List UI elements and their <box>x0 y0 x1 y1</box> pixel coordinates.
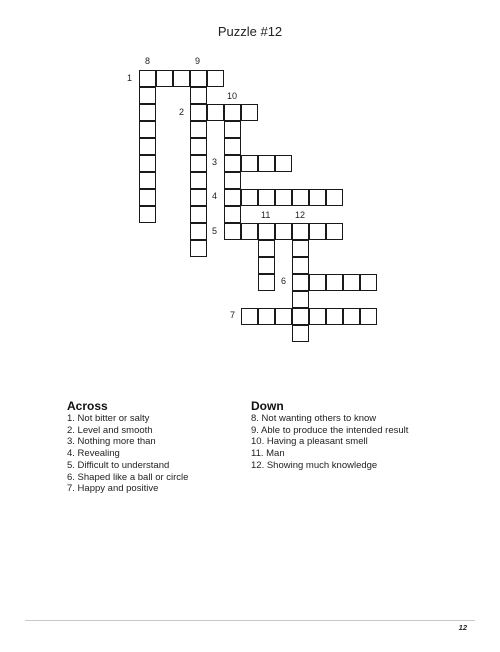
down-clue: 9. Able to produce the intended result <box>251 424 409 436</box>
across-clue-list <box>67 413 188 495</box>
grid-cell[interactable] <box>326 223 343 240</box>
grid-cell[interactable] <box>309 274 326 291</box>
across-clue: 5. Difficult to understand <box>67 459 170 471</box>
grid-cell[interactable] <box>360 274 377 291</box>
grid-cell[interactable] <box>343 274 360 291</box>
grid-cell[interactable] <box>258 223 275 240</box>
grid-cell[interactable] <box>224 206 241 223</box>
down-clue: 11. Man <box>251 448 285 460</box>
grid-cell[interactable] <box>139 87 156 104</box>
down-clue: 12. Showing much knowledge <box>251 459 378 471</box>
clue-number-10: 10 <box>227 91 238 101</box>
grid-cell[interactable] <box>224 104 241 121</box>
grid-cell[interactable] <box>190 138 207 155</box>
grid-cell[interactable] <box>309 189 326 206</box>
grid-cell[interactable] <box>258 308 275 325</box>
footer-divider <box>25 620 475 621</box>
grid-cell[interactable] <box>258 189 275 206</box>
clue-number-8: 8 <box>145 56 151 66</box>
across-clue: 1. Not bitter or salty <box>67 413 150 424</box>
grid-cell[interactable] <box>360 308 377 325</box>
clue-number-11: 11 <box>261 210 271 220</box>
grid-cell[interactable] <box>139 138 156 155</box>
grid-cell[interactable] <box>190 155 207 172</box>
grid-cell[interactable] <box>139 172 156 189</box>
grid-cell[interactable] <box>139 189 156 206</box>
grid-cell[interactable] <box>292 325 309 342</box>
grid-cell[interactable] <box>258 274 275 291</box>
grid-cell[interactable] <box>190 172 207 189</box>
across-clue: 3. Nothing more than <box>67 436 156 448</box>
grid-cell[interactable] <box>241 155 258 172</box>
clue-number-3: 3 <box>212 157 218 167</box>
down-clue: 8. Not wanting others to know <box>251 413 377 424</box>
grid-cell[interactable] <box>139 206 156 223</box>
puzzle-title: Puzzle #12 <box>217 24 283 39</box>
grid-cell[interactable] <box>326 274 343 291</box>
grid-cell[interactable] <box>275 189 292 206</box>
grid-cell[interactable] <box>190 206 207 223</box>
grid-cell[interactable] <box>156 70 173 87</box>
grid-cell[interactable] <box>241 104 258 121</box>
grid-cell[interactable] <box>275 223 292 240</box>
grid-cell[interactable] <box>275 155 292 172</box>
grid-cell[interactable] <box>224 138 241 155</box>
down-clue-list <box>251 413 408 472</box>
down-heading: Down <box>251 399 284 413</box>
grid-cell[interactable] <box>292 291 309 308</box>
grid-cell[interactable] <box>139 155 156 172</box>
clue-number-9: 9 <box>195 56 201 66</box>
grid-cell[interactable] <box>241 189 258 206</box>
grid-cell[interactable] <box>292 223 309 240</box>
grid-cell[interactable] <box>258 240 275 257</box>
grid-cell[interactable] <box>241 223 258 240</box>
clue-number-1: 1 <box>127 73 133 83</box>
grid-cell[interactable] <box>258 155 275 172</box>
grid-cell[interactable] <box>190 223 207 240</box>
clue-number-4: 4 <box>212 191 218 201</box>
grid-cell[interactable] <box>139 70 156 87</box>
grid-cell[interactable] <box>275 308 292 325</box>
grid-cell[interactable] <box>343 308 360 325</box>
grid-cell[interactable] <box>309 223 326 240</box>
grid-cell[interactable] <box>190 240 207 257</box>
grid-cell[interactable] <box>224 189 241 206</box>
grid-cell[interactable] <box>224 155 241 172</box>
grid-cell[interactable] <box>258 257 275 274</box>
across-heading: Across <box>67 399 108 413</box>
grid-cell[interactable] <box>292 274 309 291</box>
grid-cell[interactable] <box>224 223 241 240</box>
grid-cell[interactable] <box>207 104 224 121</box>
grid-cell[interactable] <box>190 87 207 104</box>
down-clue: 10. Having a pleasant smell <box>251 436 368 448</box>
clue-number-2: 2 <box>179 107 185 117</box>
clue-number-6: 6 <box>281 276 287 286</box>
grid-cell[interactable] <box>139 104 156 121</box>
grid-cell[interactable] <box>309 308 326 325</box>
grid-cell[interactable] <box>190 104 207 121</box>
across-clue: 6. Shaped like a ball or circle <box>67 471 189 483</box>
across-clue: 4. Revealing <box>67 448 120 460</box>
across-clue: 2. Level and smooth <box>67 424 153 436</box>
grid-cell[interactable] <box>292 308 309 325</box>
clue-number-12: 12 <box>295 210 306 220</box>
grid-cell[interactable] <box>207 70 224 87</box>
grid-cell[interactable] <box>292 240 309 257</box>
grid-cell[interactable] <box>241 308 258 325</box>
grid-cell[interactable] <box>190 121 207 138</box>
grid-cell[interactable] <box>224 172 241 189</box>
page-number: 12 <box>458 623 467 632</box>
grid-cell[interactable] <box>292 257 309 274</box>
grid-cell[interactable] <box>190 70 207 87</box>
grid-cell[interactable] <box>326 308 343 325</box>
clue-number-5: 5 <box>212 226 218 236</box>
grid-cell[interactable] <box>292 189 309 206</box>
grid-cell[interactable] <box>190 189 207 206</box>
grid-cell[interactable] <box>224 121 241 138</box>
clue-number-7: 7 <box>230 310 236 320</box>
grid-cell[interactable] <box>326 189 343 206</box>
across-clue: 7. Happy and positive <box>67 483 159 495</box>
grid-cell[interactable] <box>173 70 190 87</box>
grid-cell[interactable] <box>139 121 156 138</box>
